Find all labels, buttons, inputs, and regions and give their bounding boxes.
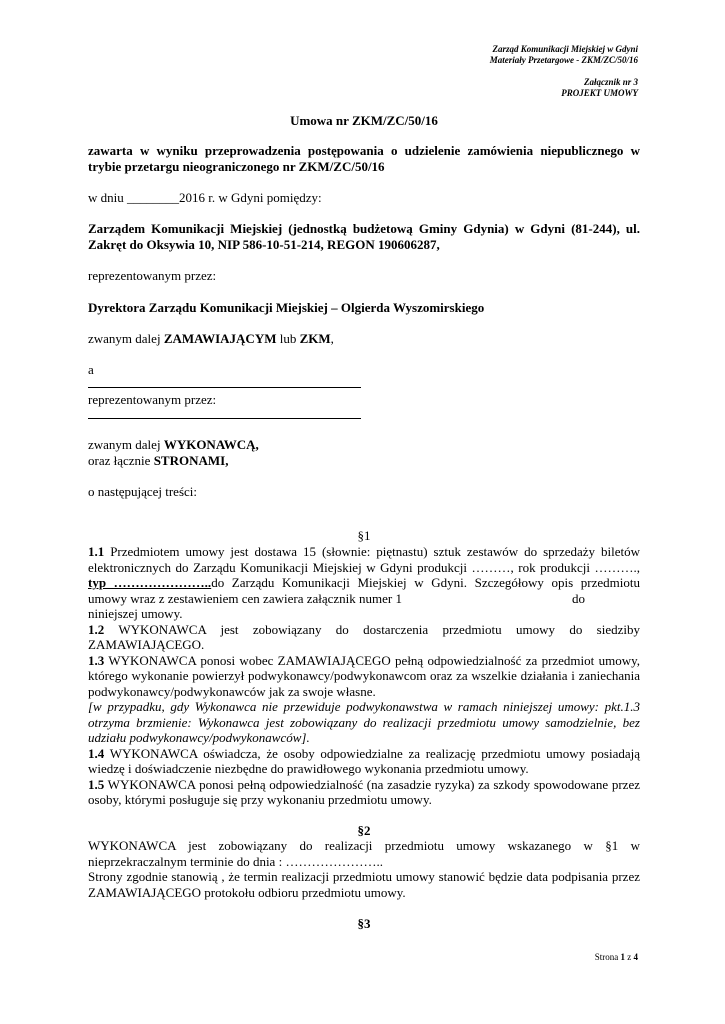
section-2-paragraph-2: Strony zgodnie stanowią , że termin realizacji przedmiotu umowy stanowić będzie data podpisania przez ZAMAWIAJĄCEGO protokołu odbioru przedmiotu umowy.: [88, 869, 640, 900]
zamawiajacy-term: ZAMAWIAJĄCYM: [163, 331, 277, 346]
blank-line-party: [88, 387, 361, 388]
point-1-3-note: [w przypadku, gdy Wykonawca nie przewiduje podwykonawstwa w ramach niniejszej umowy: pkt.1.3 otrzyma brzmienie: Wykonawca jest zobowiązany do realizacji przedmiotu umowy samodzielnie, bez udziału podwykonawcy/podwykonawców].: [88, 699, 640, 745]
section-1-body: [88, 544, 640, 808]
header-institution: [490, 44, 638, 66]
section-1-heading: §1: [357, 528, 371, 543]
date-line: w dniu ________2016 r. w Gdyni pomiędzy:: [88, 190, 322, 205]
represented-by-label-2: reprezentowanym przez:: [88, 392, 217, 407]
point-1-3: 1.3 WYKONAWCA ponosi wobec ZAMAWIAJĄCEGO pełną odpowiedzialność za przedmiot umowy, którego wykonanie powierzył podwykonawcy/podwykonawcom oraz za wszelkie działania i zaniechania podwykonawcy/podwykonawców jak za swoje własne.: [88, 652, 640, 699]
page-number: 1: [620, 952, 625, 962]
zkm-term: ZKM: [299, 331, 331, 346]
called-wykonawca: zwanym dalej WYKONAWCĄ,: [88, 437, 259, 452]
stronami-term: STRONAMI,: [153, 453, 229, 468]
section-2-body: [88, 838, 640, 900]
content-intro: o następującej treści:: [88, 484, 198, 499]
blank-line-representative: [88, 418, 361, 419]
and-label: a: [88, 362, 94, 377]
party-zkm: Zarządem Komunikacji Miejskiej (jednostką budżetową Gminy Gdynia) w Gdyni (81-244), ul. Zakręt do Oksywia 10, NIP 586-10-51-214, REGON 190606287,: [88, 221, 640, 252]
jointly-called: oraz łącznie STRONAMI,: [88, 453, 229, 468]
header-attachment: [561, 77, 638, 99]
attachment-number: Załącznik nr 3: [583, 77, 638, 87]
section-2-heading: §2: [357, 823, 371, 838]
point-1-1: 1.1 Przedmiotem umowy jest dostawa 15 (słownie: piętnastu) sztuk zestawów do sprzedaży biletów elektronicznych do Zarządu Komunikacji Miejskiej w Gdyni produkcji ………, rok produkcji ………., typ …………………..do Zarządu Komunikacji Miejskiej w Gdyni. Szczegółowy opis przedmiotu umowy wraz z zestawieniem cen zawiera załącznik numer 1 do niniejszej umowy.: [88, 544, 641, 621]
point-1-4: 1.4 WYKONAWCA oświadcza, że osoby odpowiedzialne za realizację przedmiotu umowy posiadają wiedzę i doświadczenie niezbędne do prawidłowego wykonania przedmiotu umowy.: [88, 745, 640, 776]
page-total: 4: [633, 952, 638, 962]
contract-title: Umowa nr ZKM/ZC/50/16: [290, 113, 438, 128]
point-1-5: 1.5 WYKONAWCA ponosi pełną odpowiedzialność (na zasadzie ryzyka) za szkody spowodowane przez osoby, którymi posługuje się przy wykonaniu przedmiotu umowy.: [88, 776, 640, 807]
typ-placeholder: typ …………………..: [88, 575, 212, 590]
section-3-heading: §3: [357, 916, 371, 931]
director-name: Dyrektora Zarządu Komunikacji Miejskiej – Olgierda Wyszomirskiego: [88, 300, 485, 315]
page-footer: Strona 1 z 4: [594, 952, 638, 962]
section-2-paragraph-1: WYKONAWCA jest zobowiązany do realizacji przedmiotu umowy wskazanego w §1 w nieprzekraczalnym terminie do dnia : …………………..: [88, 838, 640, 869]
wykonawca-term: WYKONAWCĄ,: [163, 437, 259, 452]
project-label: PROJEKT UMOWY: [561, 88, 638, 98]
contract-subtitle: zawarta w wyniku przeprowadzenia postępowania o udzielenie zamówienia niepublicznego w trybie przetargu nieograniczonego nr ZKM/ZC/50/16: [88, 143, 640, 174]
called-zamawiajacy: zwanym dalej ZAMAWIAJĄCYM lub ZKM,: [88, 331, 334, 346]
represented-by-label: reprezentowanym przez:: [88, 268, 217, 283]
header-line-2: Materiały Przetargowe - ZKM/ZC/50/16: [489, 55, 638, 65]
header-line-1: Zarząd Komunikacji Miejskiej w Gdyni: [492, 44, 638, 54]
point-1-2: 1.2 WYKONAWCA jest zobowiązany do dostarczenia przedmiotu umowy do siedziby ZAMAWIAJĄCEGO.: [88, 621, 640, 652]
